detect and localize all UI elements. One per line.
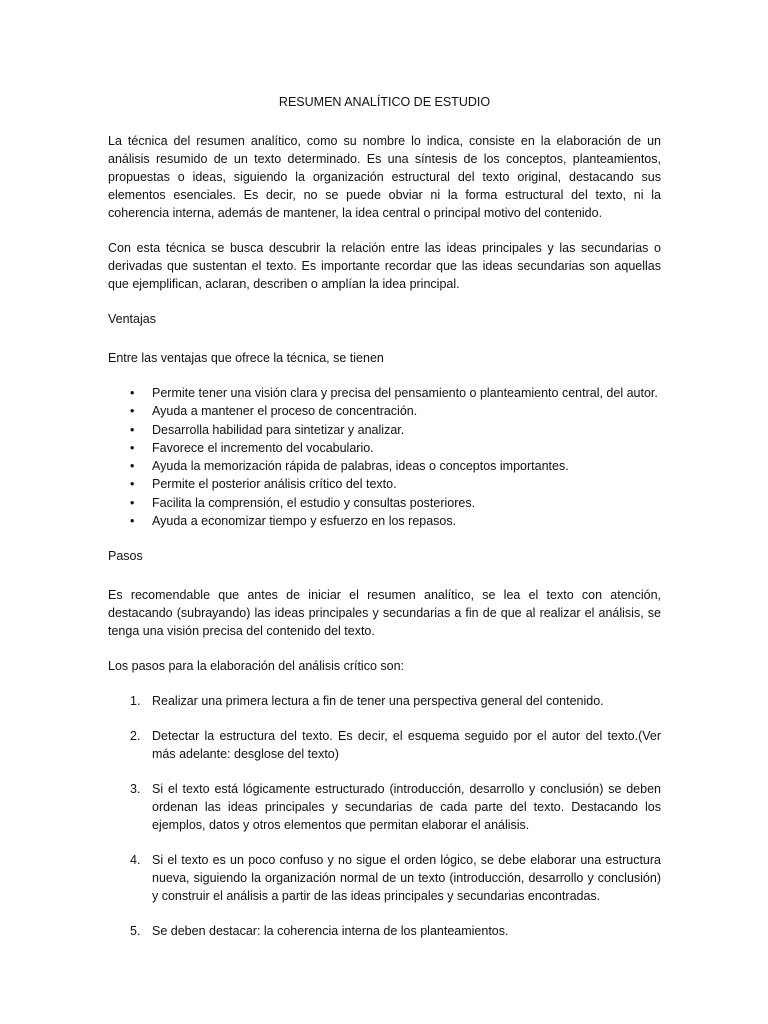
pasos-lead: Los pasos para la elaboración del análisis crítico son:	[108, 659, 405, 674]
step-number: 2.	[130, 729, 141, 744]
ventajas-item-text: Ayuda a economizar tiempo y esfuerzo en los repasos.	[152, 514, 457, 529]
ventajas-item	[108, 494, 661, 512]
step-number: 4.	[130, 853, 141, 868]
bullet-icon: •	[130, 514, 135, 529]
ventajas-item-text: Ayuda la memorización rápida de palabras, ideas o conceptos importantes.	[152, 459, 569, 474]
bullet-icon: •	[130, 404, 135, 419]
ventajas-item-text: Permite el posterior análisis crítico del texto.	[152, 477, 397, 492]
ventajas-item	[108, 439, 661, 457]
step-text: Detectar la estructura del texto. Es decir, el esquema seguido por el autor del texto.(Ver más adelante: desglose del texto)	[152, 729, 661, 762]
bullet-icon: •	[130, 477, 135, 492]
step-text: Si el texto está lógicamente estructurado (introducción, desarrollo y conclusión) se deben ordenan las ideas principales y secundarias de cada parte del texto. Destacando los ejemplos, datos y otros elementos que permitan elaborar el análisis.	[152, 782, 661, 833]
step-number: 1.	[130, 694, 141, 709]
pasos-item	[108, 780, 661, 834]
pasos-intro: Es recomendable que antes de iniciar el resumen analítico, se lea el texto con atención, destacando (subrayando) las ideas principales y secundarias a fin de que al realizar el análisis, se tenga una visión precisa del contenido del texto.	[108, 588, 661, 639]
pasos-list	[108, 692, 661, 940]
document-title: RESUMEN ANALÍTICO DE ESTUDIO	[278, 95, 491, 109]
step-text: Realizar una primera lectura a fin de tener una perspectiva general del contenido.	[152, 694, 604, 709]
ventajas-list	[108, 384, 661, 530]
ventajas-item-text: Favorece el incremento del vocabulario.	[152, 440, 374, 455]
ventajas-lead: Entre las ventajas que ofrece la técnica, se tienen	[108, 351, 384, 365]
pasos-item	[108, 727, 661, 763]
ventajas-item	[108, 384, 661, 402]
ventajas-item	[108, 475, 661, 493]
pasos-item	[108, 922, 661, 940]
ventajas-heading: Ventajas	[108, 312, 156, 326]
pasos-heading: Pasos	[108, 549, 143, 564]
bullet-icon: •	[130, 422, 135, 437]
ventajas-item-text: Ayuda a mantener el proceso de concentración.	[152, 404, 418, 419]
step-number: 3.	[130, 782, 141, 797]
ventajas-item-text: Desarrolla habilidad para sintetizar y analizar.	[152, 422, 405, 437]
step-text: Se deben destacar: la coherencia interna de los planteamientos.	[152, 924, 509, 939]
ventajas-item	[108, 457, 661, 475]
intro-paragraph-2: Con esta técnica se busca descubrir la relación entre las ideas principales y las secundarias o derivadas que sustentan el texto. Es importante recordar que las ideas secundarias son aquellas que ejemplifican, aclaran, describen o amplían la idea principal.	[108, 241, 661, 291]
ventajas-item-text: Facilita la comprensión, el estudio y consultas posteriores.	[152, 495, 476, 510]
intro-paragraph-1: La técnica del resumen analítico, como su nombre lo indica, consiste en la elaboración de un análisis resumido de un texto determinado. Es una síntesis de los conceptos, planteamientos, propuestas o ideas, siguiendo la organización estructural del texto original, destacando sus elementos esenciales. Es decir, no se puede obviar ni la forma estructural del texto, ni la coherencia interna, además de mantener, la idea central o principal motivo del contenido.	[108, 134, 661, 220]
pasos-item	[108, 692, 661, 710]
document-page	[108, 93, 661, 957]
pasos-item	[108, 851, 661, 905]
bullet-icon: •	[130, 386, 135, 400]
step-text: Si el texto es un poco confuso y no sigue el orden lógico, se debe elaborar una estructura nueva, siguiendo la organización normal de un texto (introducción, desarrollo y conclusión) y construir el análisis a partir de las ideas principales y secundarias encontradas.	[152, 853, 661, 904]
ventajas-item	[108, 512, 661, 530]
ventajas-item	[108, 421, 661, 439]
bullet-icon: •	[130, 495, 135, 510]
ventajas-item	[108, 402, 661, 420]
bullet-icon: •	[130, 459, 135, 474]
bullet-icon: •	[130, 440, 135, 455]
ventajas-item-text: Permite tener una visión clara y precisa del pensamiento o planteamiento central, del autor.	[152, 386, 658, 400]
step-number: 5.	[130, 924, 141, 939]
